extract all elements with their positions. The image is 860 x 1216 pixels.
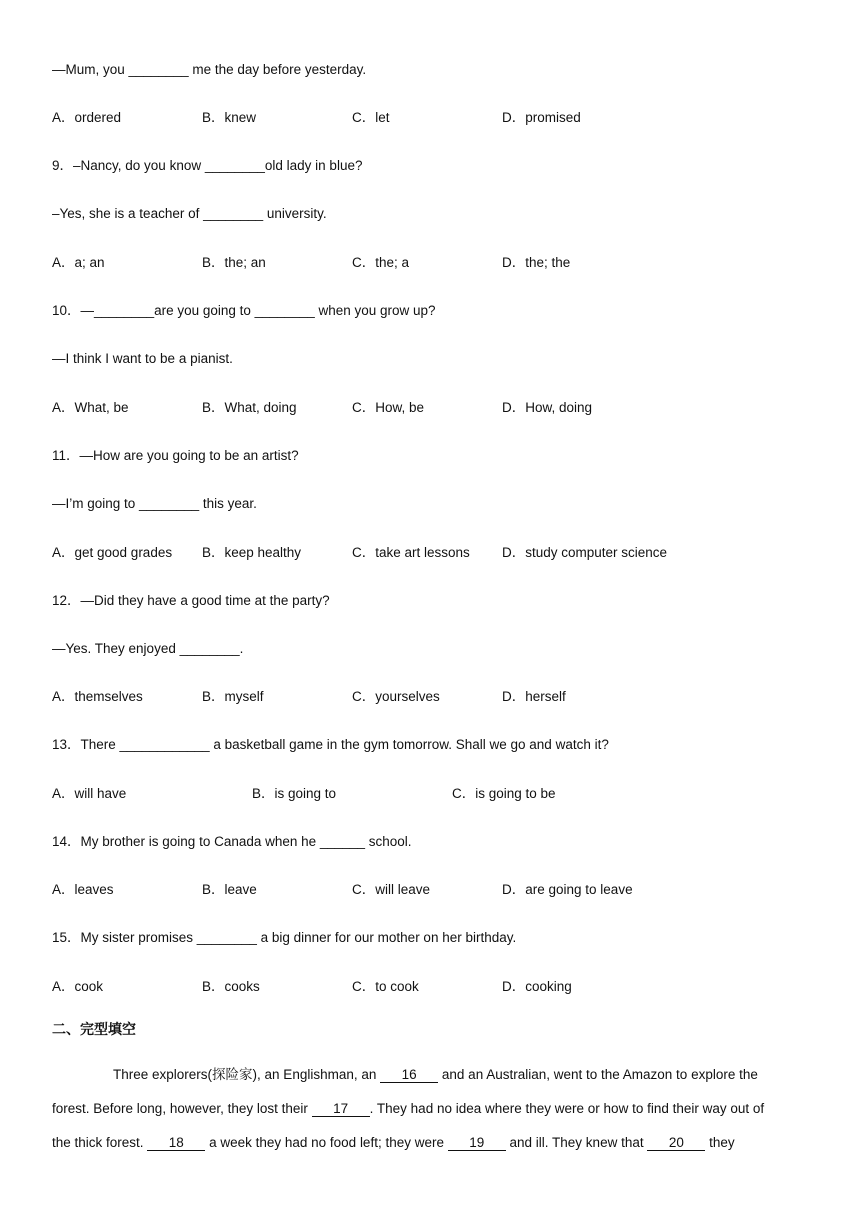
q9-answer-line: –Yes, she is a teacher of ________ university. — [52, 206, 327, 221]
q14-question-line: 14．My brother is going to Canada when he ______ school. — [52, 834, 412, 849]
q14-options — [52, 881, 812, 899]
q12-option-d[interactable]: D．herself — [502, 689, 566, 704]
q13-options — [52, 785, 812, 803]
q15-question-line: 15．My sister promises ________ a big dinner for our mother on her birthday. — [52, 930, 517, 945]
cloze-text: Three explorers( — [113, 1067, 213, 1082]
q15-option-b[interactable]: B．cooks — [202, 979, 260, 994]
q15-option-c[interactable]: C．to cook — [352, 979, 419, 994]
cloze-text: and ill. They knew that — [509, 1135, 644, 1150]
cloze-text: . They had no idea where they were or how to find their way out of — [369, 1101, 765, 1116]
q10-option-b[interactable]: B．What, doing — [202, 400, 297, 415]
section-heading-cloze: 二、完型填空 — [52, 1022, 136, 1038]
q15-option-a[interactable]: A．cook — [52, 979, 104, 994]
q13-option-a[interactable]: A．will have — [52, 786, 127, 801]
q12-option-c[interactable]: C．yourselves — [352, 689, 440, 704]
cloze-line-2 — [52, 1100, 802, 1118]
q9-option-d[interactable]: D．the; the — [502, 255, 571, 270]
q9-options — [52, 254, 812, 272]
q8-options — [52, 109, 812, 127]
cloze-text: they — [709, 1135, 735, 1150]
q10-option-d[interactable]: D．How, doing — [502, 400, 593, 415]
q12-options — [52, 688, 812, 706]
cloze-line-3 — [52, 1134, 802, 1152]
q11-answer-line: —I’m going to ________ this year. — [52, 496, 257, 511]
q15-option-d[interactable]: D．cooking — [502, 979, 572, 994]
q10-option-c[interactable]: C．How, be — [352, 400, 425, 415]
q9-option-a[interactable]: A．a; an — [52, 255, 105, 270]
cloze-cjk-word: 探险家 — [212, 1067, 253, 1083]
q9-option-c[interactable]: C．the; a — [352, 255, 410, 270]
q9-option-b[interactable]: B．the; an — [202, 255, 266, 270]
q8-option-c[interactable]: C．let — [352, 110, 390, 125]
cloze-text: and an Australian, went to the Amazon to explore the — [441, 1067, 758, 1082]
q8-option-b[interactable]: B．knew — [202, 110, 257, 125]
q15-options — [52, 978, 812, 996]
q14-option-a[interactable]: A．leaves — [52, 882, 114, 897]
cloze-line-1 — [52, 1066, 802, 1084]
q12-option-b[interactable]: B．myself — [202, 689, 264, 704]
q8-option-d[interactable]: D．promised — [502, 110, 581, 125]
q12-option-a[interactable]: A．themselves — [52, 689, 143, 704]
q11-options — [52, 544, 812, 562]
q12-question-line: 12．—Did they have a good time at the party? — [52, 593, 330, 608]
q14-option-c[interactable]: C．will leave — [352, 882, 431, 897]
cloze-text: forest. Before long, however, they lost their — [52, 1101, 308, 1116]
cloze-text: ), an Englishman, an — [252, 1067, 377, 1082]
q8-answer-line: —Mum, you ________ me the day before yesterday. — [52, 62, 367, 77]
q9-question-line: 9．–Nancy, do you know ________old lady in blue? — [52, 158, 363, 173]
q11-question-line: 11．—How are you going to be an artist? — [52, 448, 299, 463]
q10-question-line: 10．—________are you going to ________ when you grow up? — [52, 303, 436, 318]
q11-option-c[interactable]: C．take art lessons — [352, 545, 470, 560]
q11-option-b[interactable]: B．keep healthy — [202, 545, 302, 560]
q11-option-a[interactable]: A．get good grades — [52, 545, 173, 560]
q13-option-c[interactable]: C．is going to be — [452, 786, 556, 801]
q10-option-a[interactable]: A．What, be — [52, 400, 129, 415]
q13-option-b[interactable]: B．is going to — [252, 786, 337, 801]
cloze-text: a week they had no food left; they were — [209, 1135, 444, 1150]
q11-option-d[interactable]: D．study computer science — [502, 545, 668, 560]
q14-option-b[interactable]: B．leave — [202, 882, 257, 897]
q12-answer-line: —Yes. They enjoyed ________. — [52, 641, 244, 656]
q10-options — [52, 399, 812, 417]
q8-option-a[interactable]: A．ordered — [52, 110, 122, 125]
q14-option-d[interactable]: D．are going to leave — [502, 882, 633, 897]
cloze-blank-18[interactable]: 18 — [147, 1135, 205, 1151]
cloze-blank-17[interactable]: 17 — [312, 1101, 370, 1117]
q13-question-line: 13．There ____________ a basketball game in the gym tomorrow. Shall we go and watch it? — [52, 737, 609, 752]
cloze-text: the thick forest. — [52, 1135, 144, 1150]
q10-answer-line: —I think I want to be a pianist. — [52, 351, 233, 366]
cloze-blank-16[interactable]: 16 — [380, 1067, 438, 1083]
cloze-blank-20[interactable]: 20 — [647, 1135, 705, 1151]
cloze-blank-19[interactable]: 19 — [448, 1135, 506, 1151]
